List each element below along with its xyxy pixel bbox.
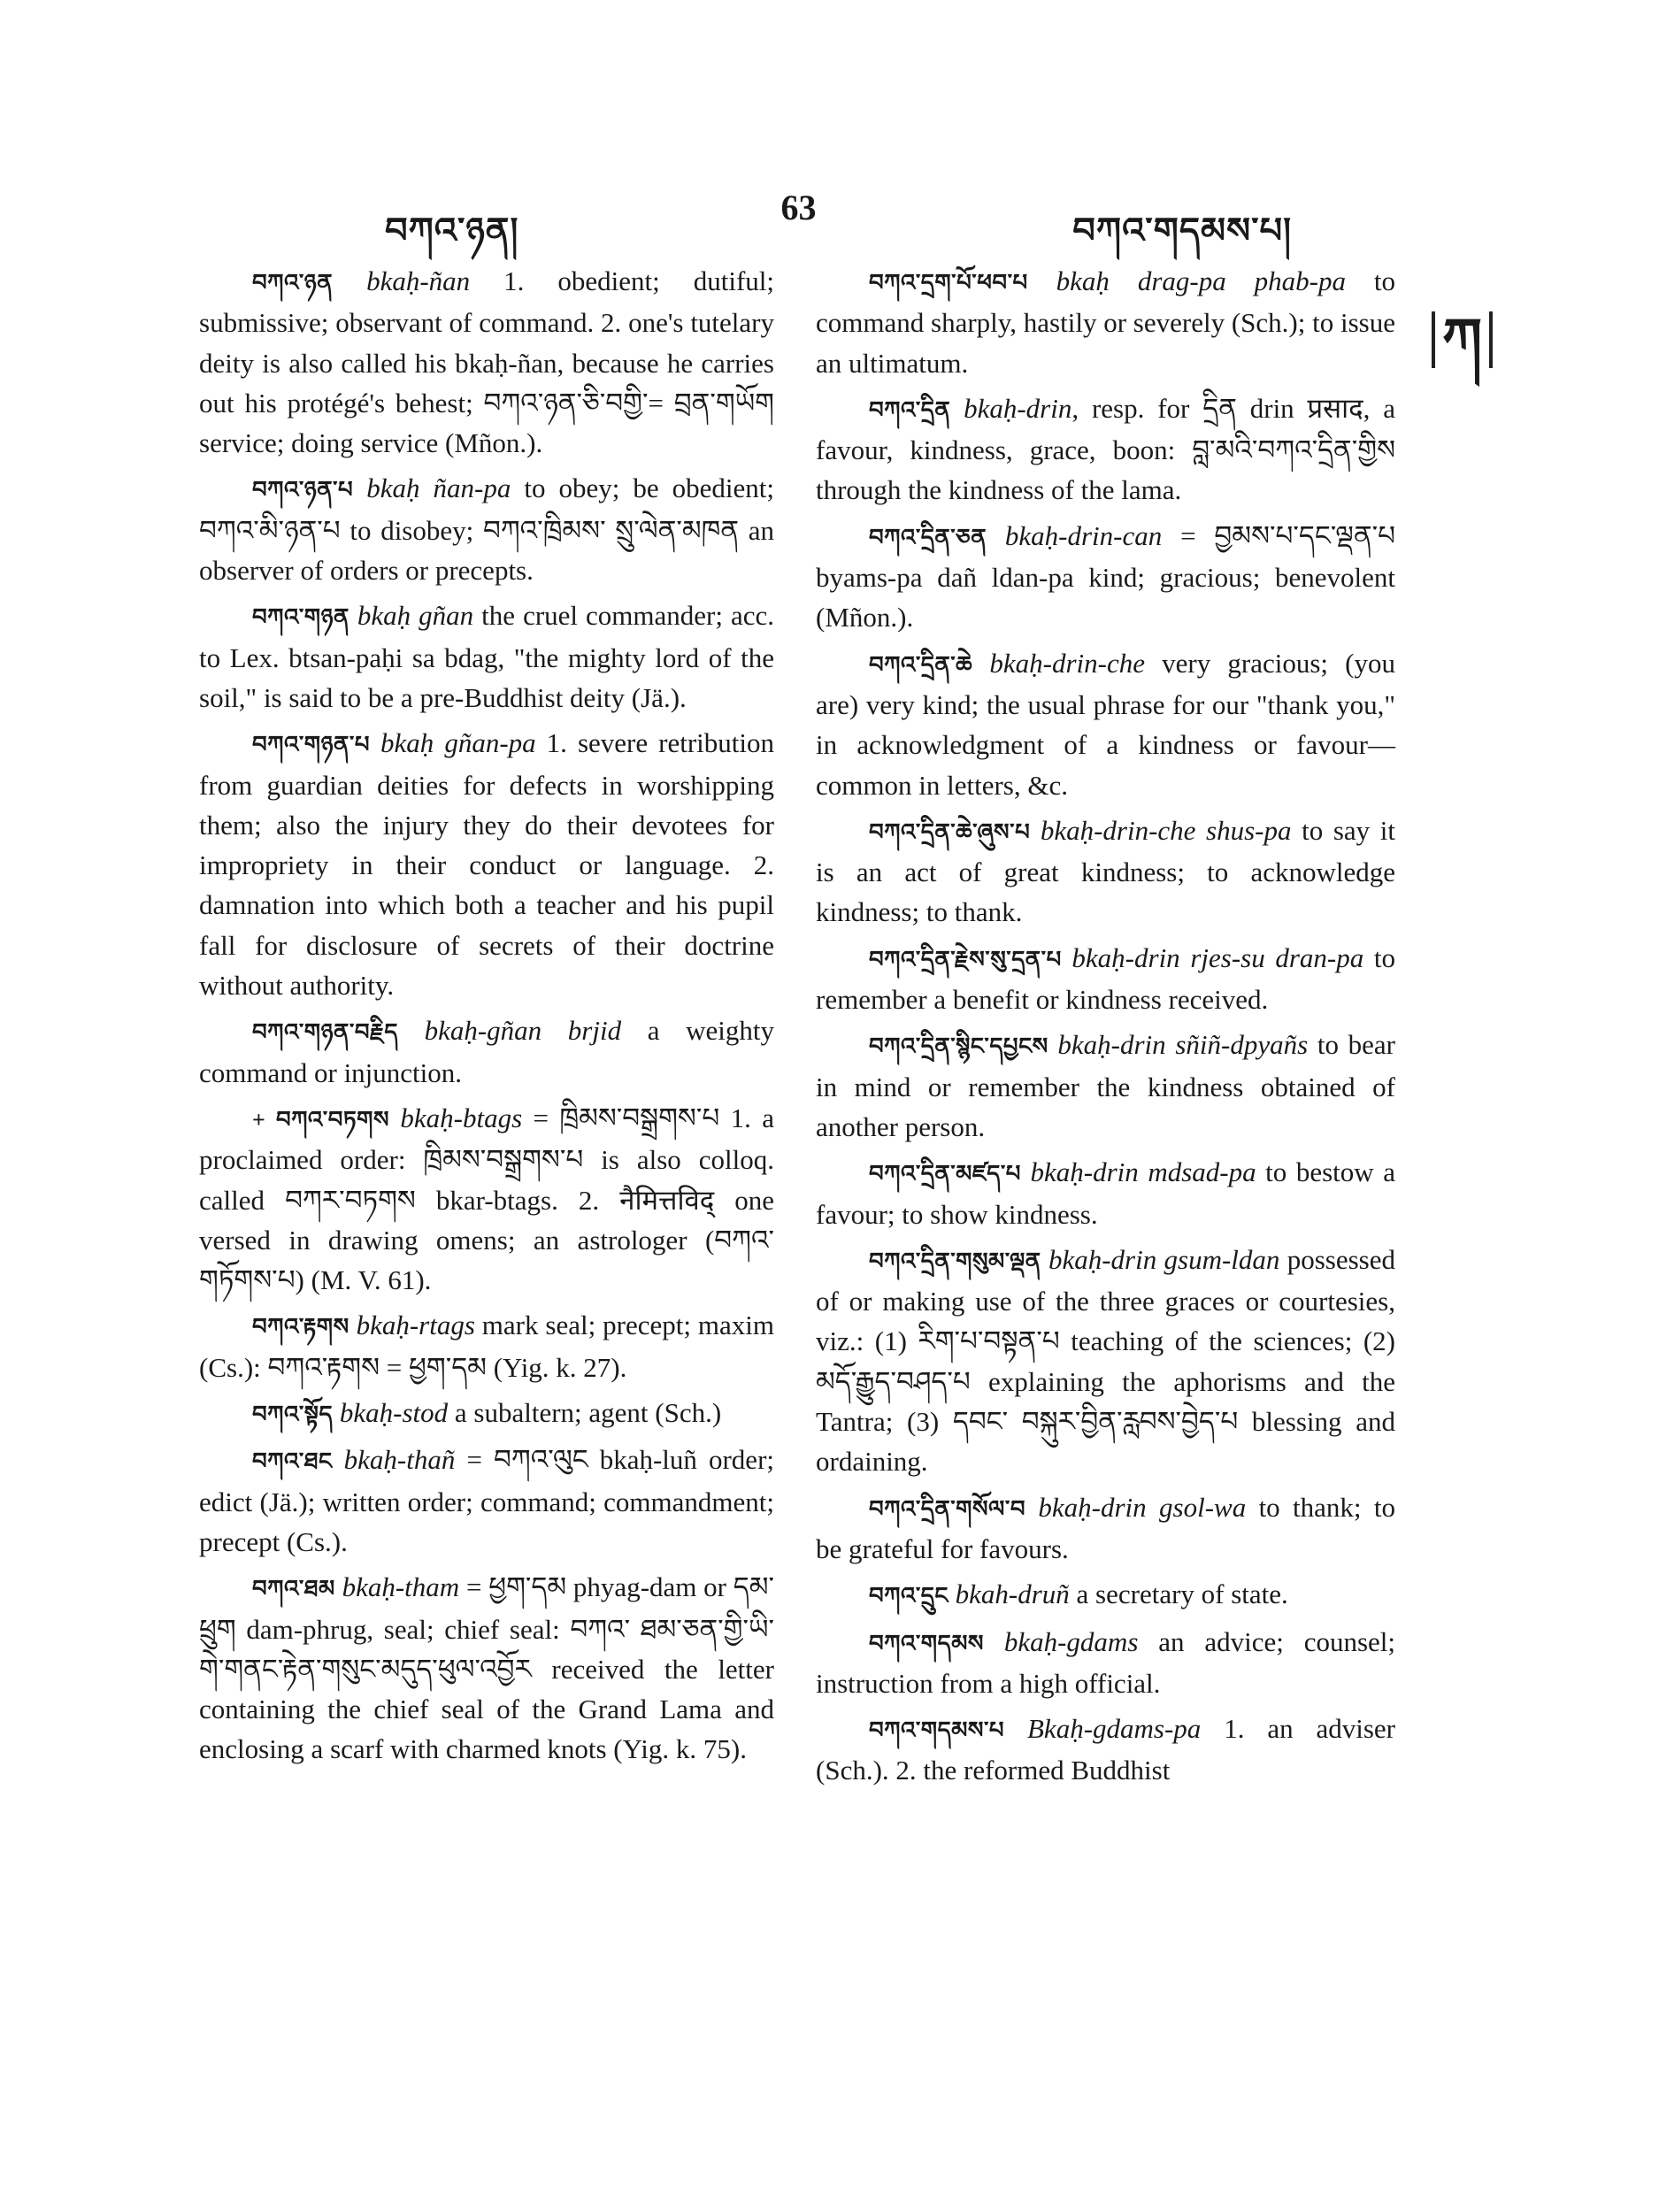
entry-definition: to bestow a favour; to show kindness. <box>816 1156 1395 1230</box>
entry-tibetan: བཀའ་གཉན་བརྗིད <box>252 1019 398 1046</box>
entry <box>199 261 774 463</box>
entry <box>816 1622 1395 1704</box>
entry-definition: 1. severe retribution from guardian deities for defects in worshipping them; also the injury they do their devotees for impropriety in their conduct or language. 2. damnation into which both a teacher and his pupil fall for disclosure of secrets of their doctrine without authority. <box>199 727 774 1002</box>
entry-tibetan: བཀའ་དྲིན་ཆེ་ཞུས་པ <box>869 818 1031 845</box>
right-running-headword: བཀའ་གདམས་པ། <box>1072 211 1292 250</box>
entry <box>199 1010 774 1093</box>
entry-tibetan: བཀའ་དྲིན་མཛད་པ <box>869 1161 1021 1187</box>
entry <box>816 261 1395 383</box>
entry-transliteration: bkaḥ-drin-can <box>1004 519 1163 551</box>
entry-tibetan: བཀའ་དྲག་པོ་ཕབ་པ <box>869 270 1028 296</box>
entry-tibetan: བཀའ་ཉན་པ <box>252 477 354 503</box>
entry-tibetan: བཀའ་དྲིན་གསུམ་ལྡན <box>869 1248 1041 1274</box>
entry-transliteration: bkaḥ-rtags <box>356 1310 475 1341</box>
entry-definition: possessed of or making use of the three graces or courtesies, viz.: (1) རིག་པ་བསྟན་པ teaching of the sciences; (2) མདོ་རྒྱུད་བཤད་པ explaining the aphorisms and the Tantra; (3) དབང་ བསྐུར་བྱིན་རླབས་བྱེད་པ blessing and ordaining. <box>816 1243 1395 1478</box>
entry-transliteration: bkaḥ-drin-che <box>989 647 1145 679</box>
left-running-headword: བཀའ་ཉན། <box>385 211 519 250</box>
entry-tibetan: བཀའ་སྟོད <box>252 1402 334 1428</box>
entry-transliteration: bkaḥ-ñan <box>366 265 471 296</box>
entry <box>199 1393 774 1434</box>
entry-transliteration: bkaḥ-drin <box>964 392 1072 424</box>
entry-definition: = ཕྱག་དམ phyag-dam or དམ་ཕྲུག dam-phrug, seal; chief seal: བཀའ་ ཐམ་ཅན་གྱི་ཡི་གེ་གནང་རྟེན་གསུང་མདུད་ཕུལ་འབྱོར received the letter containing the chief seal of the Grand Lama and enclosing a scarf with charmed knots (Yig. k. 75). <box>199 1571 775 1765</box>
entry <box>816 643 1395 805</box>
entry-transliteration: bkaḥ-drin sñiñ-dpyañs <box>1057 1029 1309 1061</box>
entry-definition: = ཁྲིམས་བསྒྲགས་པ 1. a proclaimed order: ཁྲིམས་བསྒྲགས་པ is also colloq. called བཀར་བཏགས bkar-btags. 2. नैमित्तविद् one versed in drawing omens; an astrologer (བཀའ་གཏོགས་པ) (M. V. 61). <box>199 1102 774 1296</box>
entry-transliteration: bkah-druñ <box>955 1578 1070 1610</box>
entry-transliteration: bkaḥ-drin rjes-su dran-pa <box>1071 941 1364 973</box>
entry <box>816 1025 1395 1147</box>
entry-definition: to command sharply, hastily or severely (Sch.); to issue an ultimatum. <box>816 265 1395 379</box>
thumb-index-tab: ཀ <box>1432 311 1493 368</box>
entry-tibetan: བཀའ་དྲིན་རྗེས་སུ་དྲན་པ <box>869 946 1062 972</box>
entry-transliteration: Bkaḥ-gdams-pa <box>1027 1713 1202 1745</box>
entry <box>199 595 774 718</box>
entry-tibetan: བཀའ་གཉན <box>252 604 349 631</box>
entry <box>816 516 1395 638</box>
entry <box>199 1098 774 1300</box>
entry-definition: to remember a benefit or kindness received. <box>816 941 1395 1016</box>
entry <box>816 938 1395 1020</box>
entry-definition: the cruel commander; acc. to Lex. btsan-paḥi sa bdag, "the mighty lord of the soil," is said to be a pre-Buddhist deity (Jä.). <box>199 600 775 713</box>
right-column <box>816 261 1395 1796</box>
entry <box>816 1487 1395 1570</box>
entry-tibetan: བཀའ་དྲིན་ཅན <box>869 524 987 550</box>
entry-tibetan: བཀའ་དྲིན་ཆེ <box>869 651 973 678</box>
page-number: 63 <box>780 188 817 227</box>
entry-definition: = བྱམས་པ་དང་ལྡན་པ byams-pa dañ ldan-pa kind; gracious; benevolent (Mñon.). <box>816 519 1395 634</box>
entry-definition: mark seal; precept; maxim (Cs.): བཀའ་རྟགས = ཕྱག་དམ (Yig. k. 27). <box>199 1310 774 1383</box>
entry-tibetan: བཀའ་གཉན་པ <box>252 732 370 758</box>
entry-tibetan: བཀའ་ཐང <box>252 1448 333 1475</box>
entry <box>199 1567 774 1769</box>
entry-transliteration: bkaḥ-stod <box>339 1397 449 1429</box>
entry <box>816 1709 1395 1791</box>
entry-tibetan: བཀའ་ཉན <box>252 270 334 296</box>
entry <box>816 1574 1395 1616</box>
entry-tibetan: བཀའ་དྲུང <box>869 1583 949 1609</box>
entry-transliteration: bkaḥ-drin-che shus-pa <box>1040 814 1292 846</box>
entry-transliteration: bkaḥ-gñan brjid <box>424 1015 622 1047</box>
entry-definition: to say it is an act of great kindness; to acknowledge kindness; to thank. <box>816 814 1395 928</box>
entry-transliteration: bkaḥ gñan <box>357 600 474 632</box>
entry-definition: to thank; to be grateful for favours. <box>816 1491 1396 1564</box>
entry-transliteration: bkaḥ drag-pa phab-pa <box>1056 265 1346 296</box>
entry-transliteration: bkaḥ-thañ <box>343 1444 456 1476</box>
entry-definition: 1. obedient; dutiful; submissive; observant of command. 2. one's tutelary deity is also called his bkaḥ-ñan, because he carries out his protégé's behest; བཀའ་ཉན་ཅི་བགྱི་= བྲན་གཡོག service; doing service (Mñon.). <box>199 265 775 459</box>
entry-definition: a subaltern; agent (Sch.) <box>448 1397 722 1429</box>
entry-transliteration: bkaḥ-btags <box>400 1102 523 1133</box>
entry <box>816 1240 1395 1482</box>
entry-tibetan: བཀའ་ཐམ <box>252 1576 335 1602</box>
entry-definition: = བཀའ་ལུང bkaḥ-luñ order; edict (Jä.); written order; command; commandment; precept (Cs.). <box>199 1444 775 1557</box>
entry-transliteration: bkaḥ ñan-pa <box>366 472 511 504</box>
entry-definition: very gracious; (you are) very kind; the usual phrase for our "thank you," in acknowledgment of a kindness or favour—common in letters, &c. <box>816 647 1395 801</box>
entry <box>199 468 774 590</box>
entry-tibetan: བཀའ་དྲིན་གསོལ་བ <box>869 1495 1026 1522</box>
entry-definition: , resp. for དྲིན drin प्रसाद, a favour, kindness, grace, boon: བླ་མའི་བཀའ་དྲིན་གྱིས through the kindness of the lama. <box>816 392 1396 506</box>
entry-tibetan: + བཀའ་བཏགས <box>252 1106 390 1133</box>
entry <box>816 1152 1395 1234</box>
entry-definition: 1. an adviser (Sch.). 2. the reformed Buddhist <box>816 1713 1395 1786</box>
entry <box>816 810 1395 933</box>
entry-transliteration: bkaḥ-drin gsol-wa <box>1038 1491 1247 1523</box>
entry <box>816 388 1395 511</box>
entry-transliteration: bkaḥ-gdams <box>1003 1625 1139 1657</box>
entry-definition: a weighty command or injunction. <box>199 1015 775 1088</box>
entry-definition: a secretary of state. <box>1069 1578 1288 1610</box>
entry <box>199 1440 774 1562</box>
entry-tibetan: བཀའ་གདམས <box>869 1630 984 1656</box>
entry-transliteration: bkaḥ gñan-pa <box>380 727 536 759</box>
entry-transliteration: bkaḥ-drin gsum-ldan <box>1048 1243 1280 1275</box>
entry-transliteration: bkaḥ-drin mdsad-pa <box>1030 1156 1256 1188</box>
entry-definition: to bear in mind or remember the kindness obtained of another person. <box>816 1029 1395 1142</box>
left-column <box>199 261 774 1775</box>
entry-tibetan: བཀའ་དྲིན་སྙིང་དཔྱངས <box>869 1033 1048 1060</box>
entry-tibetan: བཀའ་གདམས་པ <box>869 1717 1005 1744</box>
entry <box>199 723 774 1005</box>
entry-tibetan: བཀའ་དྲིན <box>869 396 951 423</box>
page-header <box>199 188 1398 250</box>
entry-definition: to obey; be obedient; བཀའ་མི་ཉན་པ to disobey; བཀའ་ཁྲིམས་ སྲུ་ལེན་མཁན an observer of orders or precepts. <box>199 472 774 587</box>
entry <box>199 1305 774 1387</box>
entry-tibetan: བཀའ་རྟགས <box>252 1314 349 1340</box>
entry-transliteration: bkaḥ-tham <box>342 1571 460 1603</box>
entry-definition: an advice; counsel; instruction from a high official. <box>816 1625 1396 1699</box>
